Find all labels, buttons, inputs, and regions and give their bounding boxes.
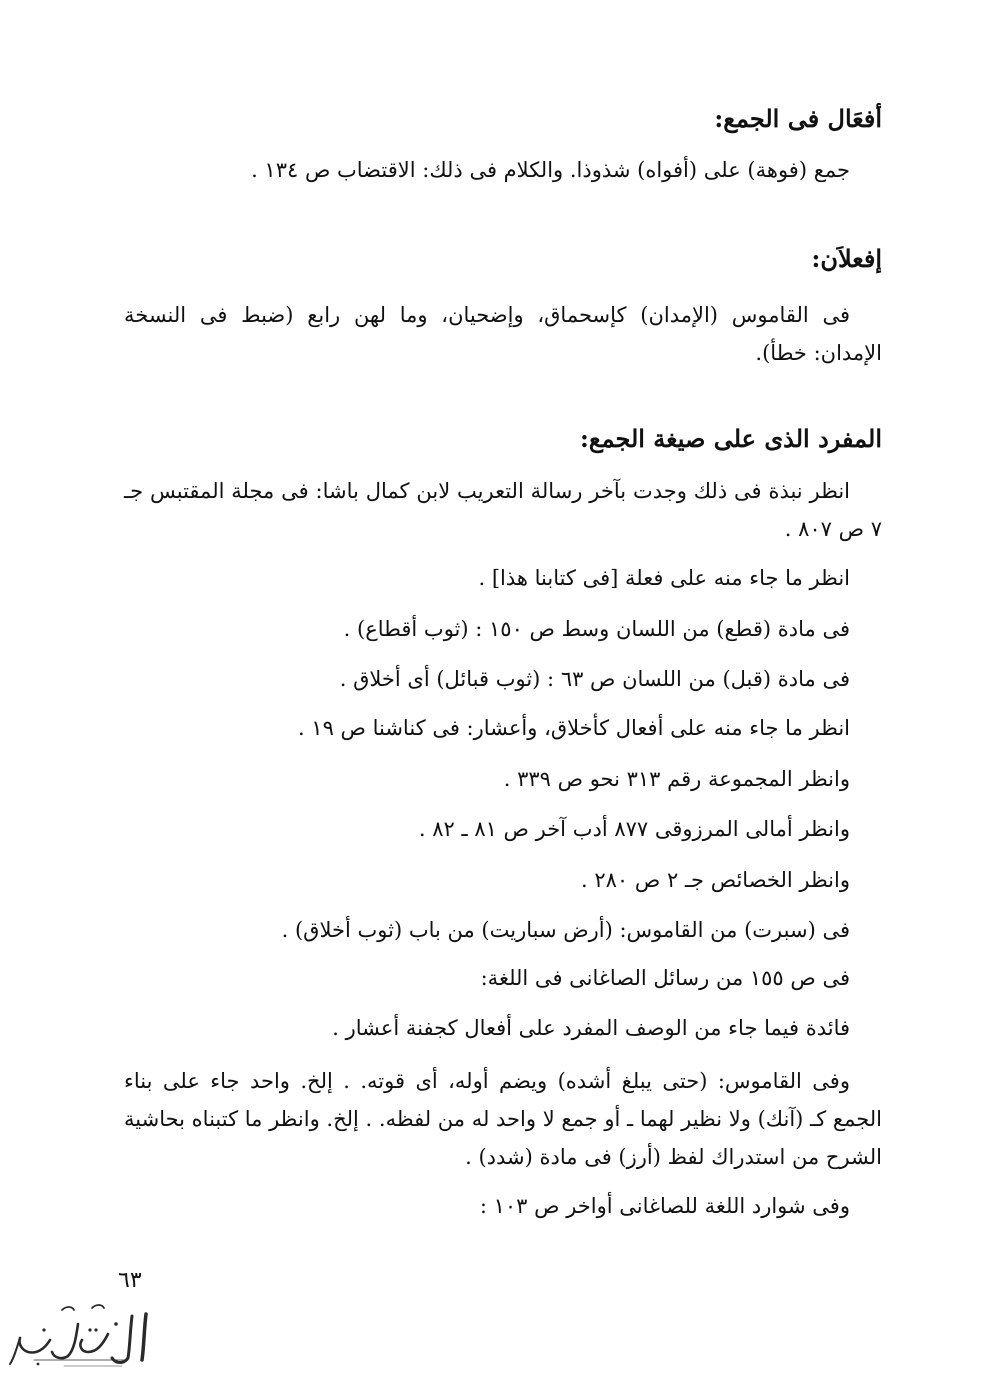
text-line: جمع (فوهة) على (أفواه) شذوذا. والكلام فى ذلك: الاقتضاب ص ١٣٤ .: [251, 158, 850, 182]
text-paragraph: فى القاموس (الإمدان) كإسحماق، وإضحيان، وما لهن رابع (ضبط فى النسخة الإمدان: خطأ).: [124, 303, 882, 365]
text-paragraph: وفى القاموس: (حتى يبلغ أشده) ويضم أوله، أى قوته. . إلخ. واحد جاء على بناء الجمع كـ (آنك) ولا نظير لهما ـ أو جمع لا واحد له من لفظه. . إلخ. وانظر ما كتبناه بحاشية الشرح من استدراك لفظ (أرز) فى مادة (شدد) .: [124, 1069, 882, 1169]
text-line: وانظر المجموعة رقم ٣١٣ نحو ص ٣٣٩ .: [503, 767, 850, 791]
page-number: ٦٣: [118, 1268, 142, 1293]
text-line: وانظر أمالى المرزوقى ٨٧٧ أدب آخر ص ٨١ ـ ٨٢ .: [418, 817, 850, 841]
text-paragraph: انظر نبذة فى ذلك وجدت بآخر رسالة التعريب لابن كمال باشا: فى مجلة المقتبس جـ ٧ ص ٨٠٧ .: [124, 479, 882, 541]
text-line: فى مادة (قطع) من اللسان وسط ص ١٥٠ : (ثوب أقطاع) .: [343, 617, 850, 641]
heading-afaal: أفعَال فى الجمع:: [714, 104, 882, 133]
calligraphy-stamp-icon: [4, 1294, 156, 1374]
text-line: فى (سبرت) من القاموس: (أرض سباريت) من باب (ثوب أخلاق) .: [281, 918, 850, 942]
heading-mufrad: المفرد الذى على صيغة الجمع:: [579, 424, 882, 453]
text-line: فى مادة (قبل) من اللسان ص ٦٣ : (ثوب قبائل) أى أخلاق .: [339, 667, 850, 691]
text-line: انظر ما جاء منه على أفعال كأخلاق، وأعشار: فى كناشنا ص ١٩ .: [297, 716, 850, 740]
stamp-graphic: [4, 1294, 156, 1374]
text-line: فائدة فيما جاء من الوصف المفرد على أفعال كجفنة أعشار .: [332, 1016, 850, 1040]
text-line: وفى شوارد اللغة للصاغانى أواخر ص ١٠٣ :: [479, 1194, 850, 1218]
text-line: وانظر الخصائص جـ ٢ ص ٢٨٠ .: [581, 868, 850, 892]
heading-ifilan: إفعلاَن:: [811, 244, 882, 273]
text-line: انظر ما جاء منه على فعلة [فى كتابنا هذا] .: [478, 566, 850, 590]
text-line: فى ص ١٥٥ من رسائل الصاغانى فى اللغة:: [480, 966, 850, 990]
